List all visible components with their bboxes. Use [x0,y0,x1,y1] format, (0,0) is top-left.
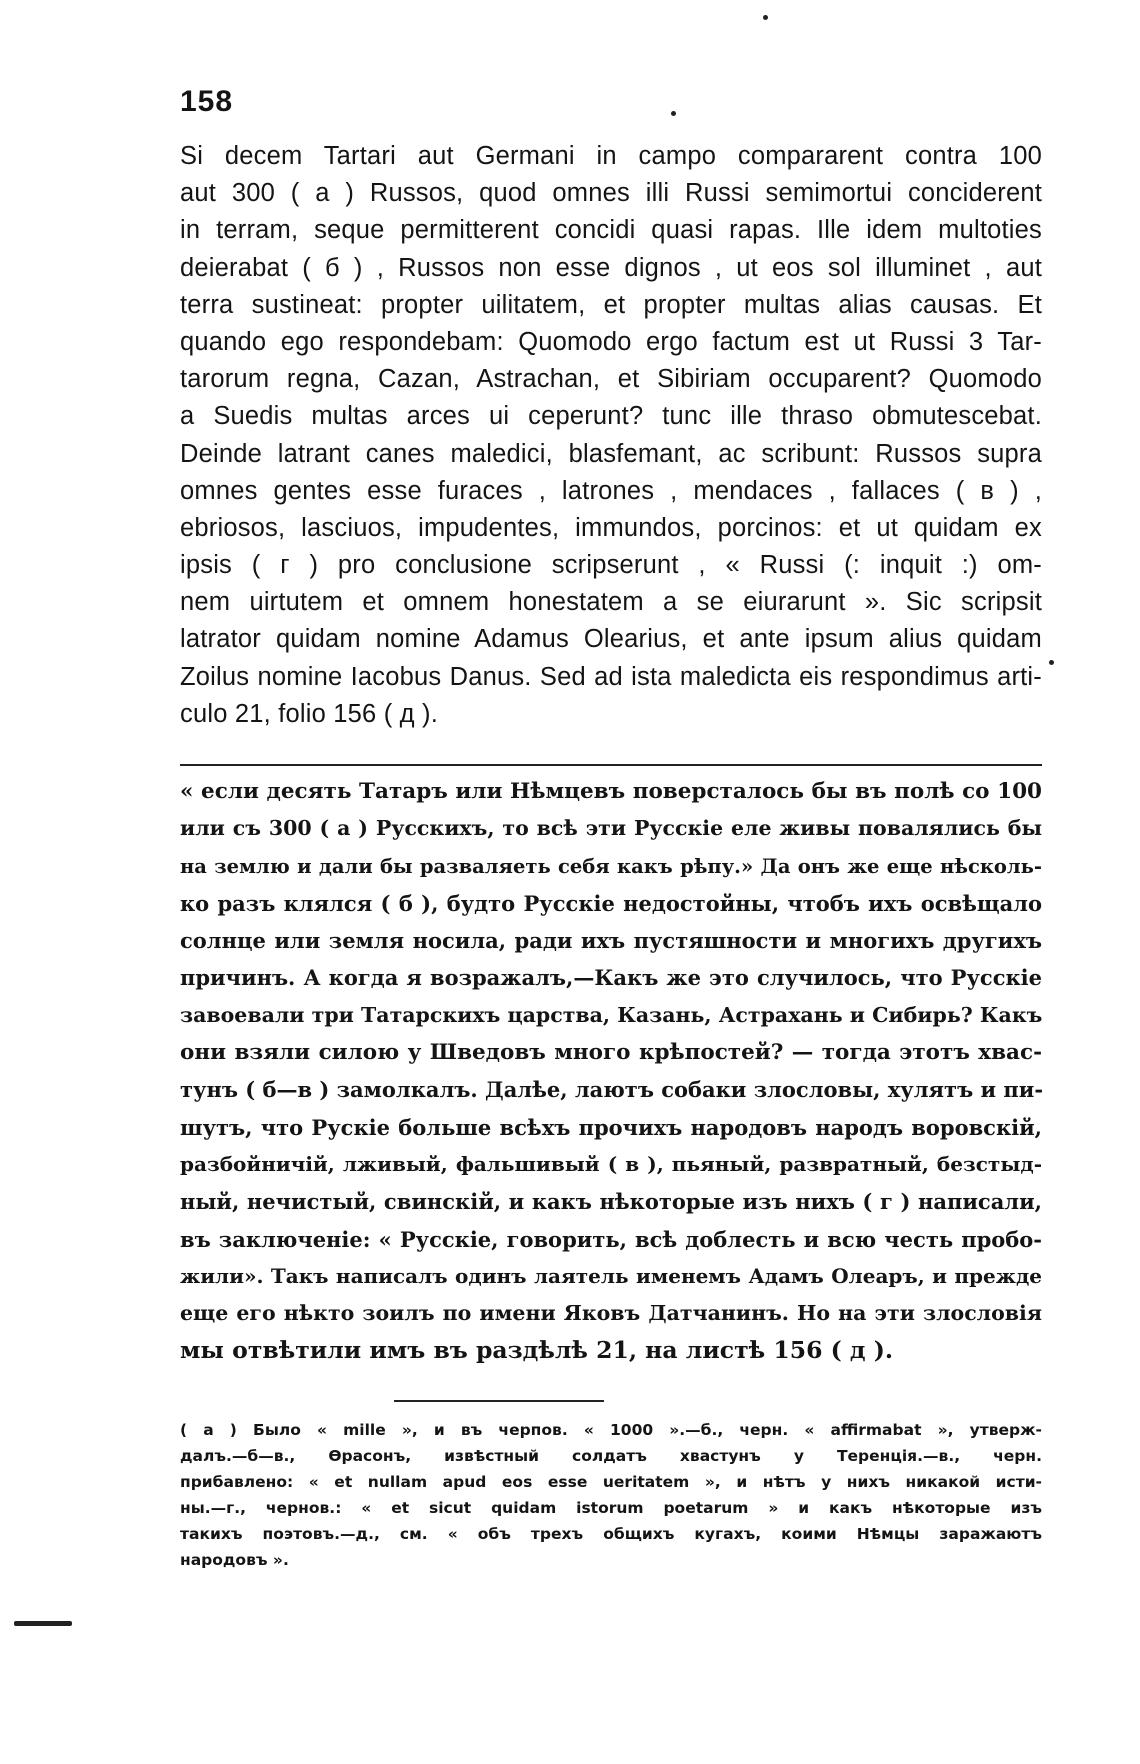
latin-text-line: Si decem Tartari aut Germani in campo compararent contra 100 [180,142,1042,170]
russian-text-line: или съ 300 ( а ) Русскихъ, то всѣ эти Русскіе еле живы повалялись бы [180,816,1042,841]
latin-text-line: a Suedis multas arces ui ceperunt? tunc ille thraso obmutescebat. [180,402,1042,431]
russian-text-line: жили». Такъ написалъ одинъ лаятель именемъ Адамъ Олеаръ, и прежде [180,1263,1042,1288]
print-speck [1049,660,1054,665]
russian-translation-block [180,773,1042,1370]
latin-text-line: in terram, seque permitterent concidi quasi rapas. Ille idem multoties [180,216,1042,245]
russian-text-line: мы отвѣтили имъ въ раздѣлѣ 21, на листѣ 156 ( д ). [180,1336,894,1365]
latin-text-line: latrator quidam nomine Adamus Olearius, et ante ipsum alius quidam [180,625,1042,654]
footnote-line: далъ.—б—в., Ѳрасонъ, извѣстный солдатъ хвастунъ у Теренція.—в., черн. [180,1447,1042,1465]
section-divider [180,764,1042,766]
russian-text-line: ный, нечистый, свинскій, и какъ нѣкоторые изъ нихъ ( г ) написали, [180,1189,1042,1215]
latin-text-line: aut 300 ( а ) Russos, quod omnes illi Russi semimortui conciderent [180,179,1042,208]
latin-text-line: tarorum regna, Cazan, Astrachan, et Sibiriam occuparent? Quomodo [180,365,1042,394]
latin-text-line: Deinde latrant canes maledici, blasfemant, ac scribunt: Russos supra [180,439,1042,468]
russian-text-line: тунъ ( б—в ) замолкалъ. Далѣе, лаютъ собаки злословы, хулятъ и пи- [180,1077,1044,1103]
latin-text-line: omnes gentes esse furaces , latrones , mendaces , fallaces ( в ) , [180,476,1042,505]
latin-text-line: ipsis ( г ) pro conclusione scripserunt , « Russi (: inquit :) om- [180,551,1042,580]
latin-text-line: deierabat ( б ) , Russos non esse dignos , ut eos sol illuminet , aut [180,253,1042,282]
russian-text-line: « если десять Татаръ или Нѣмцевъ поверсталось бы въ полѣ со 100 [180,779,1042,804]
russian-text-line: завоевали три Татарскихъ царства, Казань, Астрахань и Сибирь? Какъ [180,1002,1043,1027]
latin-text-line: quando ego respondebam: Quomodo ergo factum est ut Russi 3 Tar- [180,327,1042,356]
latin-text-line: nem uirtutem et omnem honestatem a se eiurarunt ». Sic scripsit [180,588,1042,617]
footnote-divider [394,1400,604,1402]
russian-text-line: на землю и дали бы разваляеть себя какъ рѣпу.» Да онъ же еще нѣсколь- [180,854,1042,878]
footnote-line: ( а ) Было « mille », и въ черпов. « 1000 ».—б., черн. « affirmabat », утверж- [180,1421,1042,1439]
scan-edge-mark [14,1621,72,1626]
footnote-line: народовъ ». [180,1551,289,1569]
print-speck [763,15,768,20]
footnote-line: прибавлено: « et nullam apud eos esse ueritatem », и нѣтъ у нихъ никакой исти- [180,1473,1042,1491]
latin-text-line: ebriosos, lasciuos, impudentes, immundos, porcinos: et ut quidam ex [180,513,1042,542]
latin-text-block [180,138,1042,733]
russian-text-line: они взяли силою у Шведовъ много крѣпостей? — тогда этотъ хвас- [180,1040,1042,1066]
russian-text-line: солнце или земля носила, ради ихъ пустяшности и многихъ другихъ [180,928,1042,954]
footnote-line: ны.—г., чернов.: « et sicut quidam istorum poetarum » и какъ нѣкоторые изъ [180,1499,1042,1517]
page-number: 158 [180,85,234,118]
russian-text-line: разбойничій, лживый, фальшивый ( в ), пьяный, развратный, безстыд- [180,1151,1042,1176]
footnotes-block [180,1417,1042,1573]
print-speck [671,111,676,116]
russian-text-line: шутъ, что Рускіе больше всѣхъ прочихъ народовъ народъ воровскій, [180,1114,1042,1140]
latin-text-line: Zoilus nomine Iacobus Danus. Sed ad ista maledicta eis respondimus arti- [180,662,1042,691]
russian-text-line: въ заключеніе: « Русскіе, говорить, всѣ доблесть и всю честь пробо- [180,1226,1042,1252]
latin-text-line: terra sustineat: propter uilitatem, et propter multas alias causas. Et [180,290,1042,319]
russian-text-line: ко разъ клялся ( б ), будто Русскіе недостойны, чтобъ ихъ освѣщало [180,890,1042,916]
latin-text-line: culo 21, folio 156 ( д ). [180,699,439,728]
russian-text-line: причинъ. А когда я возражалъ,—Какъ же это случилось, что Русскіе [180,965,1042,991]
russian-text-line: еще его нѣкто зоилъ по имени Яковъ Датчанинъ. Но на эти злословія [180,1301,1042,1326]
footnote-line: такихъ поэтовъ.—д., см. « объ трехъ общихъ кугахъ, коими Нѣмцы заражаютъ [180,1525,1042,1543]
